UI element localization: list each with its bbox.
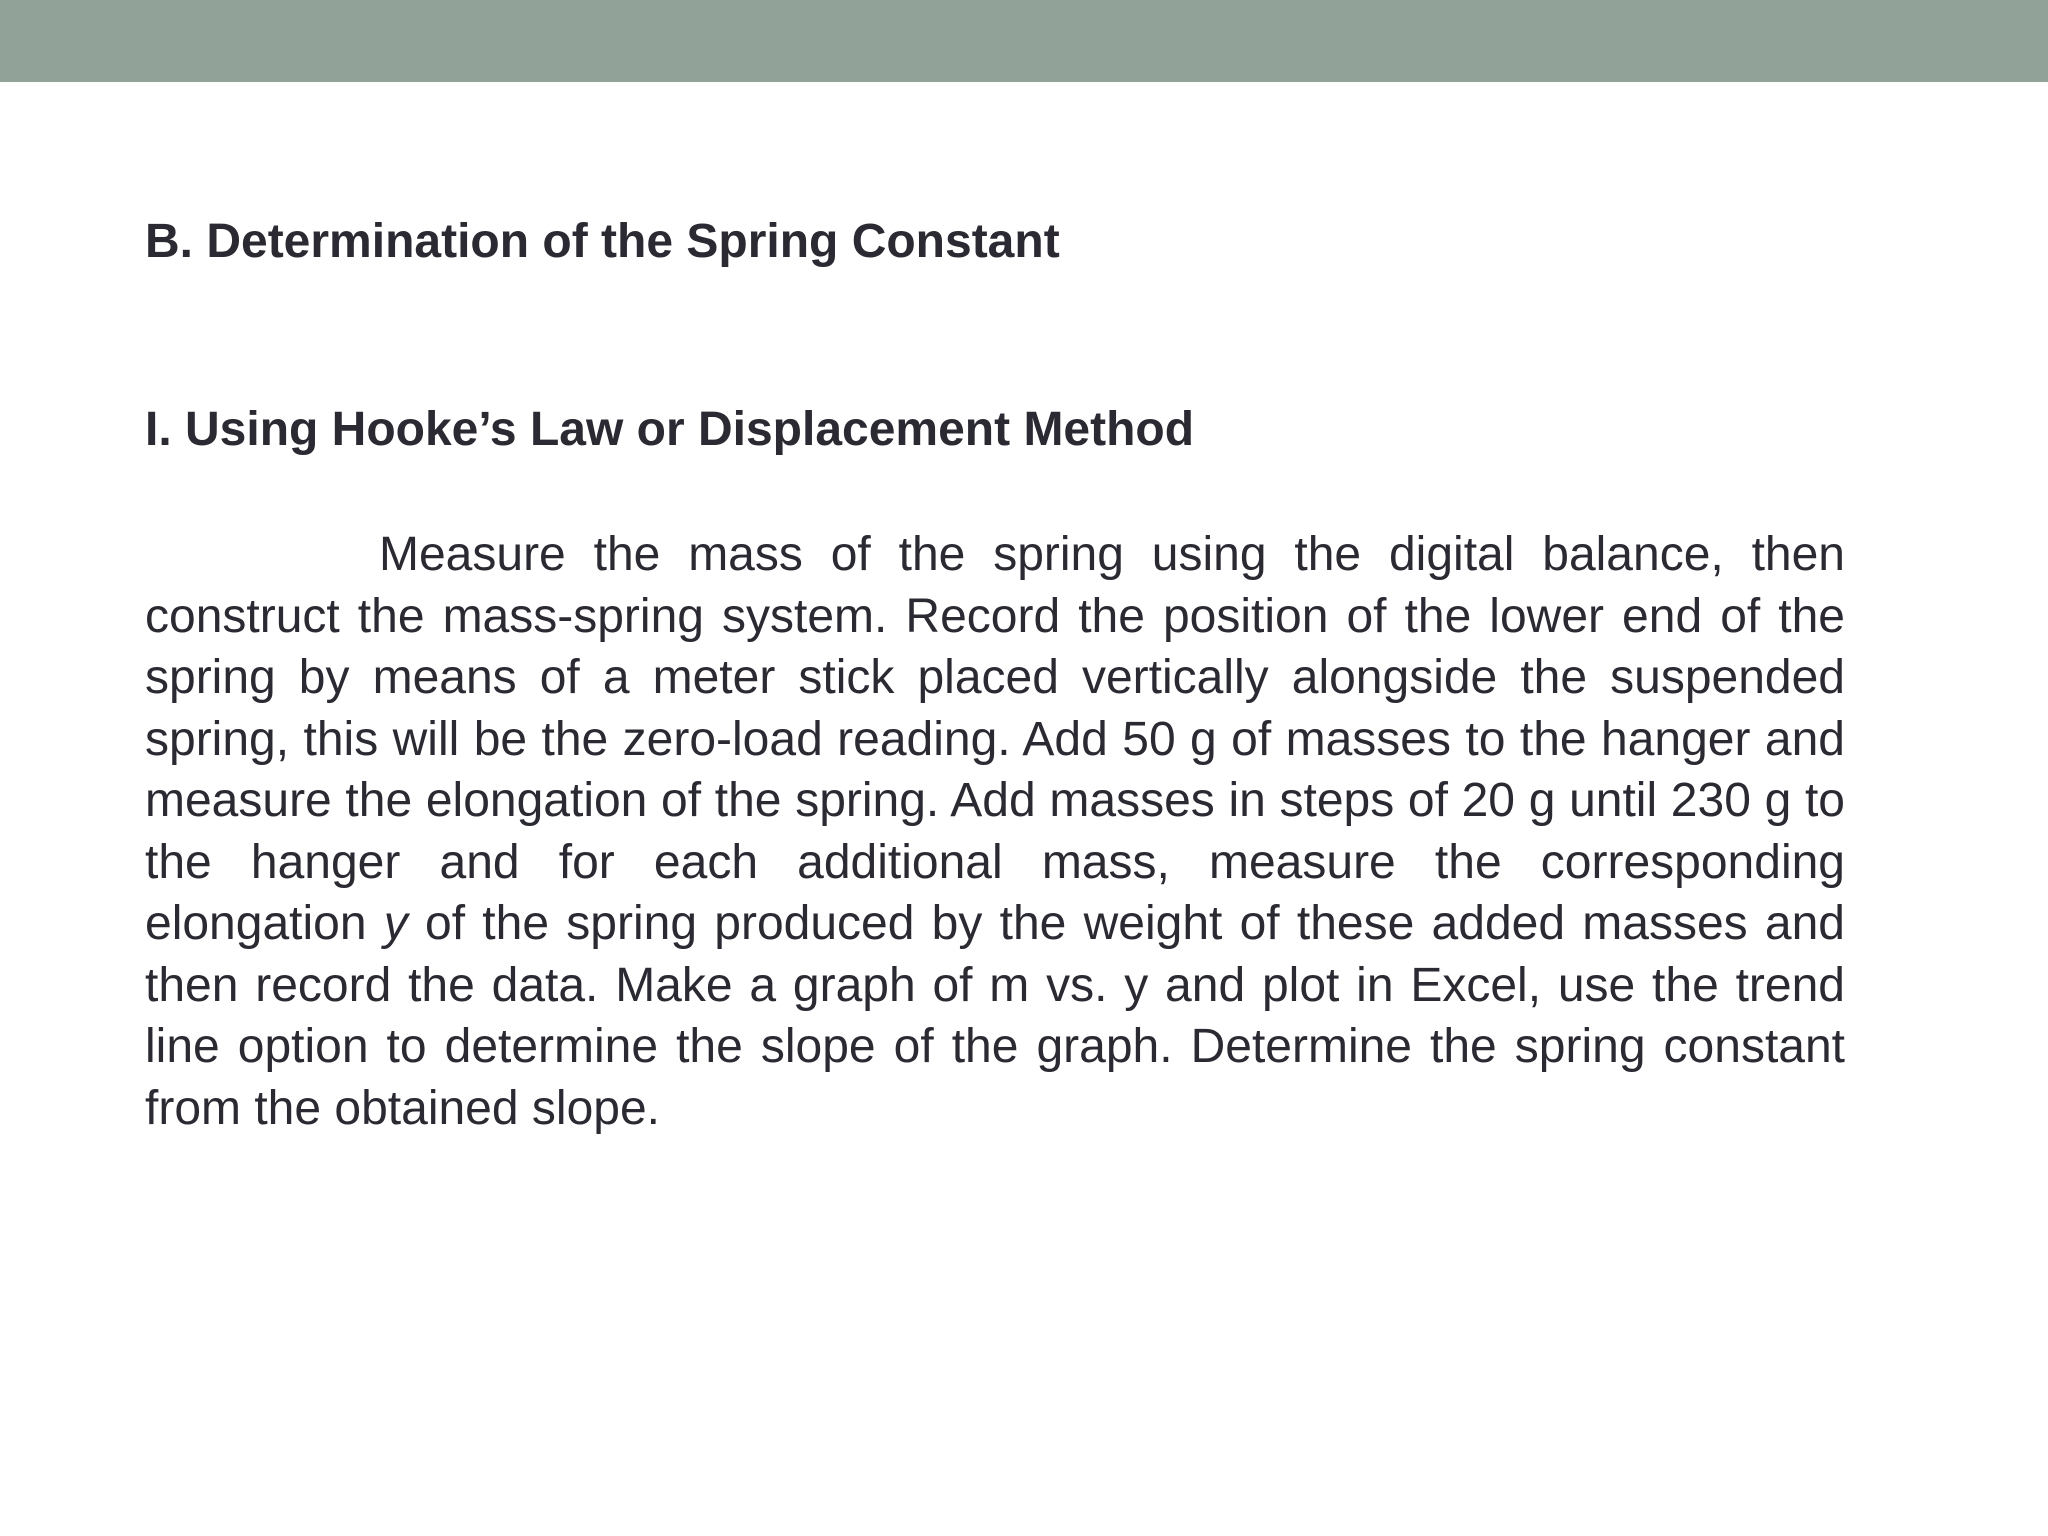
procedure-paragraph (145, 524, 1845, 1139)
section-subheading: I. Using Hooke’s Law or Displacement Method (145, 403, 1195, 456)
procedure-text-part2: of the spring produced by the weight of these added masses and then record the data. Make a graph of m vs. y and plot in Excel, use the trend line option to determine the slope of the graph. Determine the spring constant from the obtained slope. (145, 897, 1845, 1135)
slide-heading: B. Determination of the Spring Constant (145, 215, 1060, 268)
elongation-variable: y (383, 897, 408, 950)
procedure-text-part1: Measure the mass of the spring using the digital balance, then construct the mass-spring system. Record the position of the lower end of the spring by means of a meter stick placed vertically alongside the suspended spring, this will be the zero-load reading. Add 50 g of masses to the hanger and measure the elongation of the spring. Add masses in steps of 20 g until 230 g to the hanger and for each additional mass, measure the corresponding elongation (145, 528, 1845, 950)
slide-content (145, 212, 1845, 1135)
top-band (0, 0, 2048, 82)
